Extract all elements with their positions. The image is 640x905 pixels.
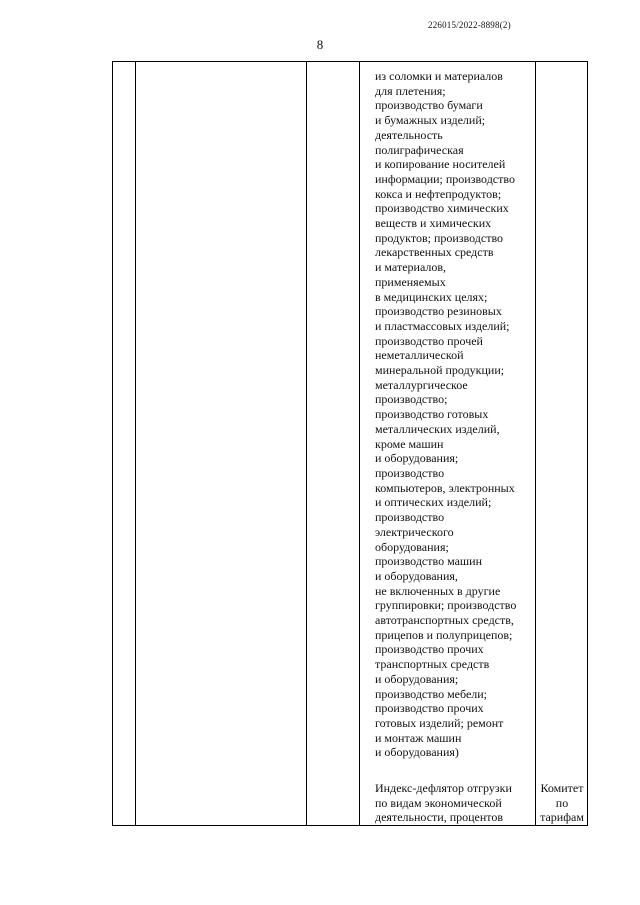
description-line: кроме машин bbox=[375, 436, 444, 451]
description-line: минеральной продукции; bbox=[375, 363, 505, 378]
indicator-name-cell bbox=[375, 781, 535, 825]
description-line: группировки; производство bbox=[375, 598, 517, 613]
description-line: и оборудования; bbox=[375, 451, 459, 466]
description-line: и бумажных изделий; bbox=[375, 113, 486, 128]
description-line: готовых изделий; ремонт bbox=[375, 715, 504, 730]
description-line: производство прочих bbox=[375, 701, 484, 716]
description-line: производство готовых bbox=[375, 407, 489, 422]
description-line: из соломки и материалов bbox=[375, 69, 503, 83]
description-line: производство bbox=[375, 465, 445, 480]
description-line: и пластмассовых изделий; bbox=[375, 318, 510, 333]
description-line: продуктов; производство bbox=[375, 230, 504, 245]
description-line: веществ и химических bbox=[375, 216, 492, 231]
responsible-line: по bbox=[555, 795, 569, 810]
description-line: производство; bbox=[375, 392, 448, 407]
description-line: производство резиновых bbox=[375, 304, 502, 319]
description-line: оборудования; bbox=[375, 539, 449, 554]
description-line: прицепов и полуприцепов; bbox=[375, 627, 513, 642]
page-number: 8 bbox=[316, 37, 324, 52]
data-table bbox=[112, 61, 588, 826]
column-divider bbox=[135, 62, 136, 825]
description-line: и монтаж машин bbox=[375, 730, 462, 745]
description-line: и оборудования, bbox=[375, 568, 458, 583]
description-line: металлических изделий, bbox=[375, 421, 500, 436]
description-line: лекарственных средств bbox=[375, 245, 494, 260]
description-line: производство машин bbox=[375, 554, 483, 569]
activity-description-cell bbox=[375, 69, 535, 760]
description-line: производство химических bbox=[375, 201, 509, 216]
description-line: производство мебели; bbox=[375, 686, 488, 701]
description-line: электрического bbox=[375, 524, 454, 539]
description-line: не включенных в другие bbox=[375, 583, 501, 598]
description-line: информации; производство bbox=[375, 171, 515, 186]
description-line: полиграфическая bbox=[375, 142, 464, 157]
description-line: и оборудования) bbox=[375, 745, 459, 760]
description-line: производство прочих bbox=[375, 642, 484, 657]
column-divider bbox=[306, 62, 307, 825]
description-line: компьютеров, электронных bbox=[375, 480, 515, 495]
responsible-body-cell bbox=[535, 781, 589, 825]
description-line: производство bbox=[375, 510, 445, 525]
description-line: и оборудования; bbox=[375, 671, 459, 686]
description-line: деятельность bbox=[375, 127, 443, 142]
description-line: применяемых bbox=[375, 274, 446, 289]
description-line: металлургическое bbox=[375, 377, 468, 392]
description-line: автотранспортных средств, bbox=[375, 613, 514, 628]
description-line: в медицинских целях; bbox=[375, 289, 488, 304]
description-line: и копирование носителей bbox=[375, 157, 506, 172]
indicator-line: Индекс-дефлятор отгрузки bbox=[375, 781, 512, 795]
column-divider bbox=[535, 62, 536, 825]
description-line: и оптических изделий; bbox=[375, 495, 492, 510]
indicator-line: по видам экономической bbox=[375, 795, 502, 810]
responsible-line: Комитет bbox=[540, 781, 584, 795]
indicator-line: деятельности, процентов bbox=[375, 810, 504, 825]
description-line: для плетения; bbox=[375, 83, 446, 98]
document-id: 226015/2022-8898(2) bbox=[428, 20, 511, 30]
description-line: производство прочей bbox=[375, 333, 483, 348]
description-line: производство бумаги bbox=[375, 98, 483, 113]
description-line: кокса и нефтепродуктов; bbox=[375, 186, 502, 201]
column-divider bbox=[359, 62, 360, 825]
responsible-line: тарифам bbox=[540, 810, 584, 825]
description-line: неметаллической bbox=[375, 348, 464, 363]
description-line: и материалов, bbox=[375, 260, 447, 275]
description-line: транспортных средств bbox=[375, 657, 490, 672]
